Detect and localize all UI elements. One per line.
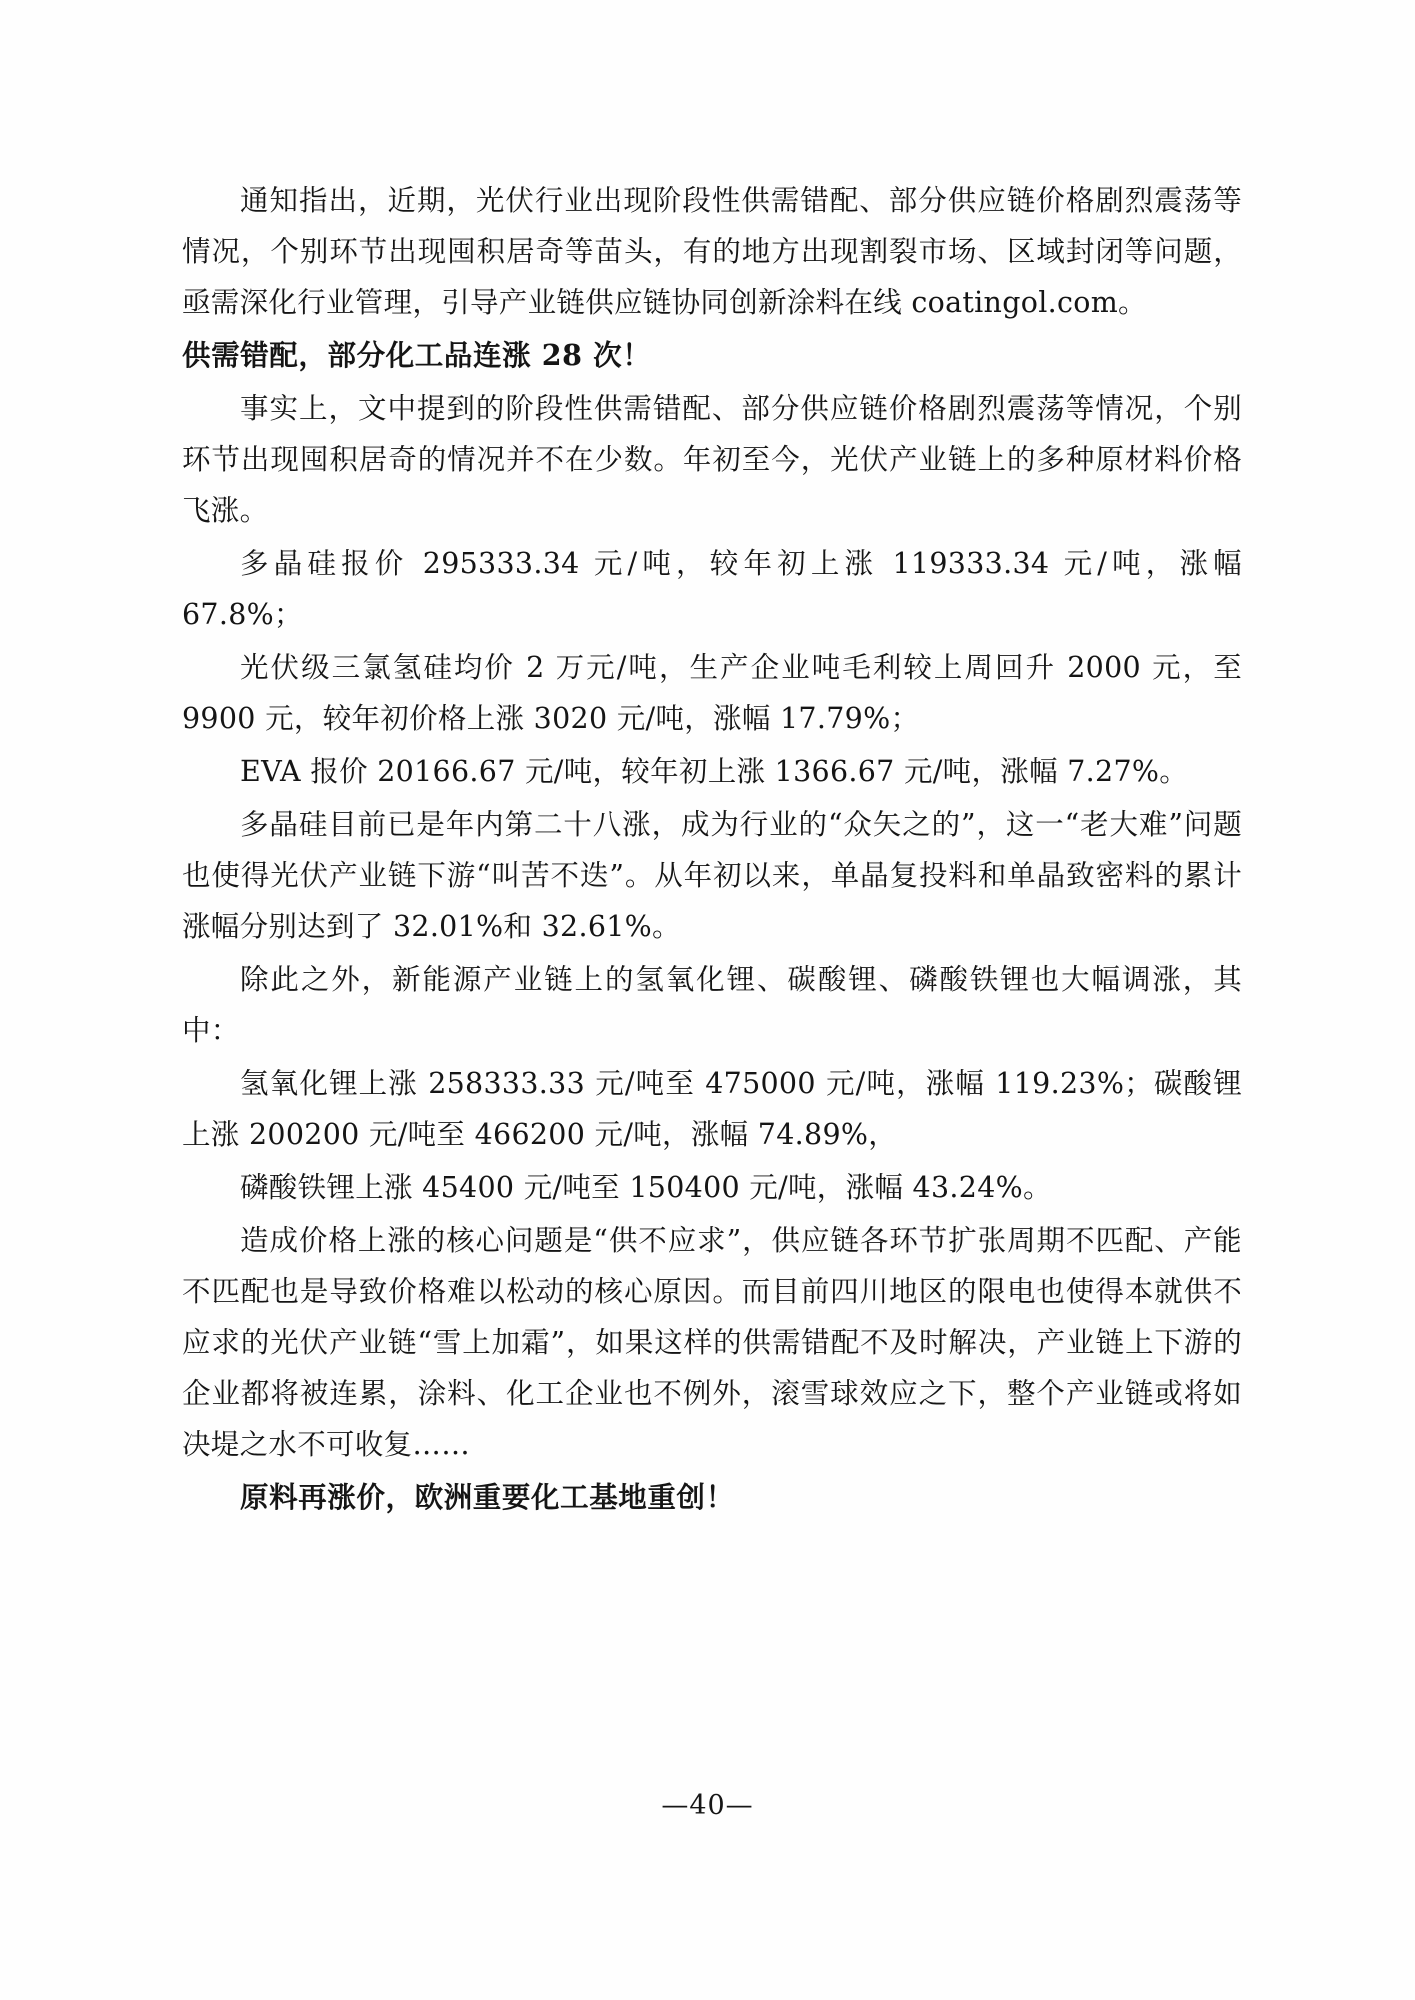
section-heading-europe-chemical-base: 原料再涨价，欧洲重要化工基地重创！	[240, 1480, 735, 1514]
article-body	[182, 175, 1242, 1525]
section-heading-supply-demand: 供需错配，部分化工品连涨 28 次！	[182, 338, 652, 372]
paragraph-polysilicon-price: 多晶硅报价 295333.34 元/吨，较年初上涨 119333.34 元/吨，涨幅 67.8%；	[182, 547, 1242, 631]
paragraph-eva-price: EVA 报价 20166.67 元/吨，较年初上涨 1366.67 元/吨，涨幅 7.27%。	[240, 755, 1189, 788]
paragraph-lfp-price: 磷酸铁锂上涨 45400 元/吨至 150400 元/吨，涨幅 43.24%。	[240, 1171, 1052, 1204]
paragraph-notice-intro: 通知指出，近期，光伏行业出现阶段性供需错配、部分供应链价格剧烈震荡等情况，个别环节出现囤积居奇等苗头，有的地方出现割裂市场、区域封闭等问题，亟需深化行业管理，引导产业链供应链协同创新涂料在线 coatingol.com。	[182, 184, 1242, 319]
paragraph-facts: 事实上，文中提到的阶段性供需错配、部分供应链价格剧烈震荡等情况，个别环节出现囤积居奇的情况并不在少数。年初至今，光伏产业链上的多种原材料价格飞涨。	[182, 392, 1242, 527]
paragraph-polysilicon-28th-rise: 多晶硅目前已是年内第二十八涨，成为行业的“众矢之的”，这一“老大难”问题也使得光伏产业链下游“叫苦不迭”。从年初以来，单晶复投料和单晶致密料的累计涨幅分别达到了 32.01%和 32.61%。	[182, 808, 1242, 943]
paragraph-trichlorosilane-price: 光伏级三氯氢硅均价 2 万元/吨，生产企业吨毛利较上周回升 2000 元，至 9900 元，较年初价格上涨 3020 元/吨，涨幅 17.79%；	[182, 651, 1242, 735]
page-number: —40—	[661, 1790, 754, 1821]
paragraph-core-cause: 造成价格上涨的核心问题是“供不应求”，供应链各环节扩张周期不匹配、产能不匹配也是导致价格难以松动的核心原因。而目前四川地区的限电也使得本就供不应求的光伏产业链“雪上加霜”，如果这样的供需错配不及时解决，产业链上下游的企业都将被连累，涂料、化工企业也不例外，滚雪球效应之下，整个产业链或将如决堤之水不可收复……	[182, 1224, 1242, 1461]
paragraph-new-energy-chain: 除此之外，新能源产业链上的氢氧化锂、碳酸锂、磷酸铁锂也大幅调涨，其中：	[182, 963, 1242, 1047]
paragraph-lithium-prices: 氢氧化锂上涨 258333.33 元/吨至 475000 元/吨，涨幅 119.23%；碳酸锂上涨 200200 元/吨至 466200 元/吨，涨幅 74.89%，	[182, 1067, 1242, 1151]
